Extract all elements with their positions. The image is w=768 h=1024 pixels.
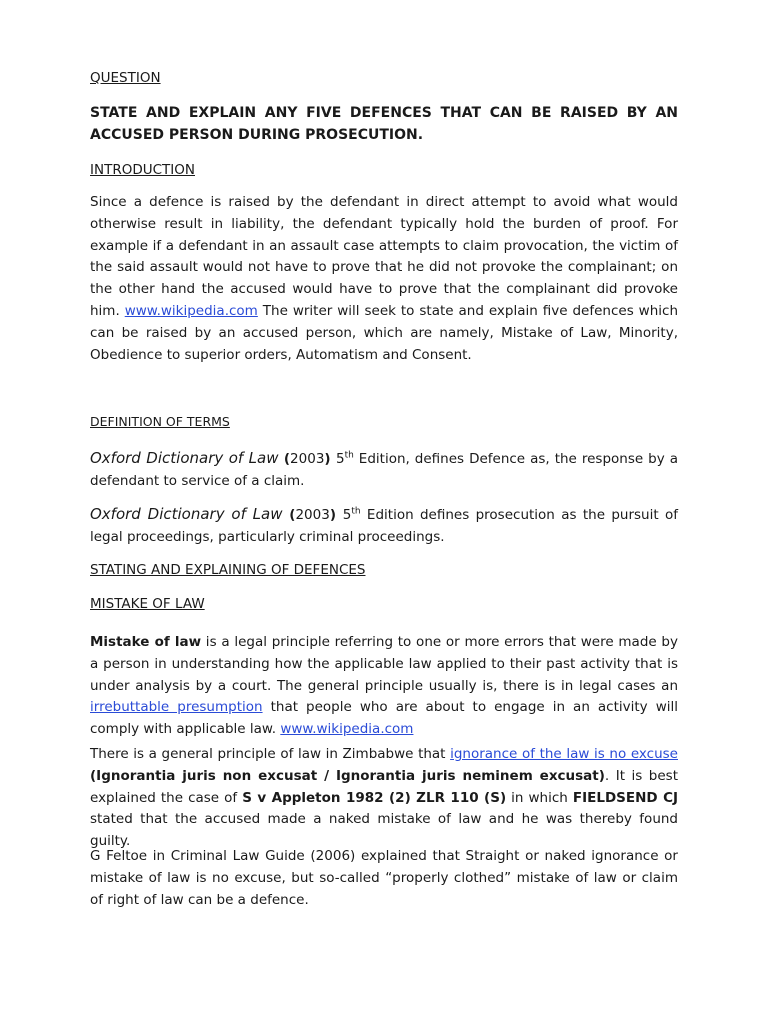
question-heading: QUESTION xyxy=(90,70,161,86)
mistake-of-law-heading: MISTAKE OF LAW xyxy=(90,596,205,612)
def1-text: Edition, defines Defence as, the response by a defendant to service of a claim. xyxy=(90,451,678,489)
def1-edition: 5 xyxy=(335,451,345,467)
intro-wikipedia-link[interactable]: www.wikipedia.com xyxy=(124,302,258,319)
case-citation: S v Appleton 1982 (2) ZLR 110 (S) xyxy=(242,789,507,806)
ignorance-of-law-link[interactable]: ignorance of the law is no excuse xyxy=(450,746,678,762)
def1-paren-open: ( xyxy=(278,451,291,467)
mistake-p2-text3: in which xyxy=(506,789,573,806)
def2-edition: 5 xyxy=(342,507,352,523)
mistake-p2-text4: stated that the accused made a naked mistake of law and he was thereby found guilty. xyxy=(90,811,678,850)
mistake-p2-text: There is a general principle of law in Zimbabwe that xyxy=(90,746,451,762)
def1-paren-close: ) xyxy=(324,451,336,467)
mistake-wikipedia-link[interactable]: www.wikipedia.com xyxy=(280,721,414,738)
def1-edition-sup: th xyxy=(344,450,354,461)
stating-heading: STATING AND EXPLAINING OF DEFENCES xyxy=(90,562,366,578)
irrebuttable-presumption-link[interactable]: irrebuttable presumption xyxy=(90,699,263,716)
mistake-paragraph-1 xyxy=(90,632,678,741)
introduction-heading: INTRODUCTION xyxy=(90,162,195,178)
def2-source: Oxford Dictionary of Law xyxy=(90,505,283,523)
intro-text: Since a defence is raised by the defendant in direct attempt to avoid what would otherwise result in liability, the defendant typically hold the burden of proof. For example if a defendant in an assault case attempts to claim provocation, the victim of the said assault would not have to prove that he did not provoke the complainant; on the other hand the accused would have to prove that the complainant did provoke him. xyxy=(90,194,678,319)
def2-paren-open: ( xyxy=(282,507,296,523)
def1-year: 2003 xyxy=(290,451,325,467)
def2-edition-sup: th xyxy=(351,506,361,517)
mistake-paragraph-2 xyxy=(90,744,678,853)
mistake-p1-text: is a legal principle referring to one or more errors that were made by a person in understanding how the applicable law applied to their past activity that is under analysis by a court. The general principle usually is, there is in legal cases an xyxy=(90,634,678,694)
def2-text: Edition defines prosecution as the pursuit of legal proceedings, particularly criminal proceedings. xyxy=(90,507,679,545)
def2-year: 2003 xyxy=(295,507,330,523)
definition-defence xyxy=(90,448,678,493)
definition-heading: DEFINITION OF TERMS xyxy=(90,414,230,429)
question-text: STATE AND EXPLAIN ANY FIVE DEFENCES THAT CAN BE RAISED BY AN ACCUSED PERSON DURING PROSECUTION. xyxy=(90,105,678,143)
intro-text-continued: The writer will seek to state and explain five defences which can be raised by an accused person, which are namely, Mistake of Law, Minority, Obedience to superior orders, Automatism and Consent. xyxy=(90,302,679,363)
def2-paren-close: ) xyxy=(329,507,343,523)
mistake-p2-text2: . It is best explained the case of xyxy=(90,767,678,806)
mistake-p1-text2: that people who are about to engage in an activity will comply with applicable law. xyxy=(90,699,678,738)
mistake-paragraph-3: G Feltoe in Criminal Law Guide (2006) explained that Straight or naked ignorance or mistake of law is no excuse, but so-called “properly clothed” mistake of law or claim of right of law can be a defence. xyxy=(90,848,678,908)
latin-maxim: (Ignorantia juris non excusat / Ignorantia juris neminem excusat) xyxy=(90,767,605,784)
mistake-p1-bold: Mistake of law xyxy=(90,634,202,650)
introduction-paragraph xyxy=(90,192,678,366)
judge-name: FIELDSEND CJ xyxy=(572,789,678,806)
def1-source: Oxford Dictionary of Law xyxy=(90,449,279,467)
definition-prosecution xyxy=(90,504,678,549)
